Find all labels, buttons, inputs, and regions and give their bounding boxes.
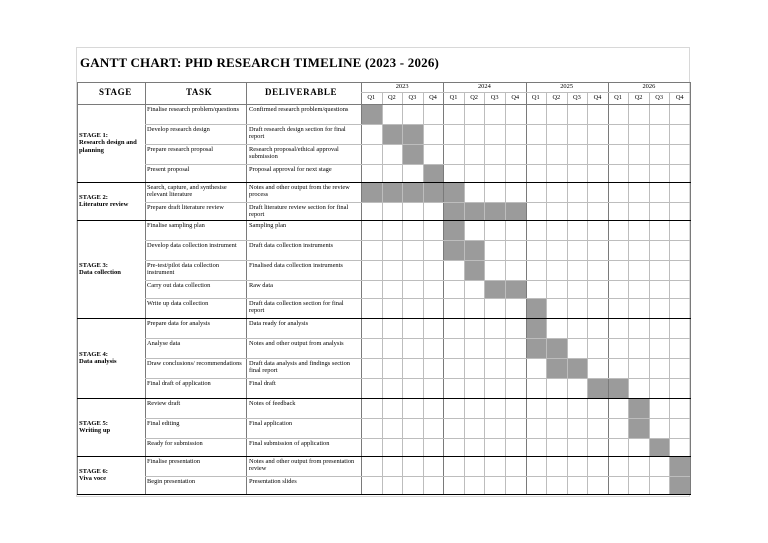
grid-hline: [145, 476, 690, 477]
grid-vline: [77, 82, 78, 494]
gantt-bar: [361, 104, 382, 124]
stage-label: STAGE 1: Research design and planning: [79, 132, 137, 154]
quarter-label: Q3: [490, 94, 499, 101]
grid-hline: [145, 144, 690, 145]
quarter-label: Q2: [470, 94, 478, 101]
grid-vline: [464, 92, 465, 494]
stage-label: STAGE 6: Viva voce: [79, 467, 109, 482]
grid-hline: [145, 202, 690, 203]
quarter-label: Q1: [614, 94, 622, 101]
deliverable-label: Final submission of application: [249, 440, 330, 447]
deliverable-label: Presentation slides: [249, 478, 297, 485]
quarter-label: Q2: [634, 94, 643, 101]
task-label: Search, capture, and synthesise relevant literature: [147, 184, 227, 199]
gantt-bar: [669, 456, 690, 476]
year-label: 2026: [642, 83, 656, 90]
grid-vline: [628, 92, 629, 494]
grid-hline: [145, 298, 690, 299]
task-label: Prepare research proposal: [147, 146, 214, 153]
quarter-label: Q2: [387, 94, 396, 101]
quarter-label: Q4: [675, 94, 684, 101]
header-deliverable: DELIVERABLE: [265, 87, 338, 97]
deliverable-label: Research proposal/ethical approval submission: [249, 146, 339, 161]
task-label: Finalise research problem/questions: [147, 106, 239, 113]
task-label: Develop research design: [147, 126, 210, 133]
quarter-label: Q1: [367, 94, 376, 101]
task-label: Analyse data: [147, 340, 181, 347]
task-label: Finalise sampling plan: [147, 222, 205, 229]
grid-vline: [423, 92, 424, 494]
stage-label: STAGE 4: Data analysis: [79, 350, 117, 365]
task-label: Prepare draft literature review: [147, 204, 224, 211]
task-label: Final draft of application: [147, 380, 211, 387]
grid-vline: [669, 92, 670, 494]
grid-vline: [587, 92, 588, 494]
quarter-label: Q2: [552, 94, 561, 101]
stage-divider: [77, 456, 691, 457]
grid-hline: [145, 260, 690, 261]
grid-hline: [145, 338, 690, 339]
task-label: Pre-test/pilot data collection instrument: [147, 262, 220, 277]
year-label: 2024: [477, 83, 491, 90]
deliverable-label: Finalised data collection instruments: [249, 262, 343, 269]
deliverable-label: Draft research design section for final report: [249, 126, 346, 141]
deliverable-label: Draft literature review section for final report: [249, 204, 349, 219]
page-title: GANTT CHART: PHD RESEARCH TIMELINE (2023 - 2026): [80, 55, 440, 70]
gantt-bar: [669, 476, 690, 494]
grid-hline: [145, 358, 690, 359]
deliverable-label: Notes and other output from presentation review: [249, 458, 355, 473]
task-label: Prepare data for analysis: [147, 320, 210, 327]
quarter-label: Q3: [655, 94, 664, 101]
grid-vline: [649, 92, 650, 494]
task-label: Finalise presentation: [147, 458, 201, 465]
grid-hline: [77, 82, 691, 83]
task-label: Develop data collection instrument: [147, 242, 237, 249]
quarter-label: Q4: [429, 94, 437, 101]
gantt-bar: [649, 438, 670, 456]
quarter-label: Q1: [531, 94, 540, 101]
gantt-bar: [361, 182, 464, 202]
grid-vline: [505, 92, 506, 494]
deliverable-label: Raw data: [249, 282, 273, 289]
stage-label: STAGE 5: Writing up: [79, 419, 111, 434]
quarter-label: Q4: [511, 94, 520, 101]
deliverable-label: Final draft: [249, 380, 276, 387]
grid-hline: [145, 438, 690, 439]
stage-divider: [77, 220, 691, 221]
stage-divider: [77, 398, 691, 399]
header-stage: STAGE: [99, 87, 132, 97]
grid-vline: [484, 92, 485, 494]
grid-vline: [402, 92, 403, 494]
deliverable-label: Notes of feedback: [249, 400, 296, 407]
quarter-label: Q4: [593, 94, 602, 101]
grid-vline: [546, 92, 547, 494]
quarter-label: Q1: [449, 94, 458, 101]
task-label: Review draft: [147, 400, 181, 407]
grid-hline: [145, 280, 690, 281]
task-label: Draw conclusions/ recommendations: [147, 360, 242, 367]
task-label: Final editing: [147, 420, 180, 427]
gantt-bar: [526, 318, 547, 338]
stage-divider: [77, 318, 691, 319]
grid-vline: [690, 82, 691, 494]
grid-hline: [361, 92, 690, 93]
gantt-bar: [628, 398, 649, 418]
gantt-bar: [402, 144, 423, 164]
gantt-bar: [628, 418, 649, 438]
deliverable-label: Draft data collection instruments: [249, 242, 333, 249]
year-label: 2025: [560, 83, 574, 90]
gantt-bar: [443, 220, 464, 240]
header-task: TASK: [186, 87, 213, 97]
stage-label: STAGE 3: Data collection: [79, 261, 121, 276]
gantt-bar: [526, 298, 547, 318]
grid-vline: [382, 92, 383, 494]
task-label: Carry out data collection: [147, 282, 211, 289]
gantt-bar: [423, 164, 444, 182]
deliverable-label: Data ready for analysis: [249, 320, 309, 327]
deliverable-label: Notes and other output from the review process: [249, 184, 350, 199]
grid-hline: [145, 378, 690, 379]
stage-label: STAGE 2: Literature review: [79, 193, 129, 208]
grid-hline: [145, 240, 690, 241]
grid-hline: [145, 124, 690, 125]
task-label: Write up data collection: [147, 300, 209, 307]
grid-hline: [145, 164, 690, 165]
task-label: Begin presentation: [147, 478, 196, 485]
stage-divider: [77, 494, 691, 495]
grid-hline: [145, 418, 690, 419]
deliverable-label: Proposal approval for next stage: [249, 166, 332, 173]
task-label: Ready for submission: [147, 440, 203, 447]
quarter-label: Q3: [573, 94, 581, 101]
deliverable-label: Notes and other output from analysis: [249, 340, 344, 347]
deliverable-label: Sampling plan: [249, 222, 287, 229]
gantt-bar: [464, 260, 485, 280]
stage-divider: [77, 182, 691, 183]
grid-vline: [567, 92, 568, 494]
year-label: 2023: [395, 83, 409, 90]
quarter-label: Q3: [408, 94, 417, 101]
deliverable-label: Draft data analysis and findings section final report: [249, 360, 350, 375]
deliverable-label: Confirmed research problem/questions: [249, 106, 349, 113]
deliverable-label: Final application: [249, 420, 293, 427]
deliverable-label: Draft data collection section for final report: [249, 300, 344, 315]
grid-hline: [77, 104, 691, 105]
task-label: Present proposal: [147, 166, 190, 173]
